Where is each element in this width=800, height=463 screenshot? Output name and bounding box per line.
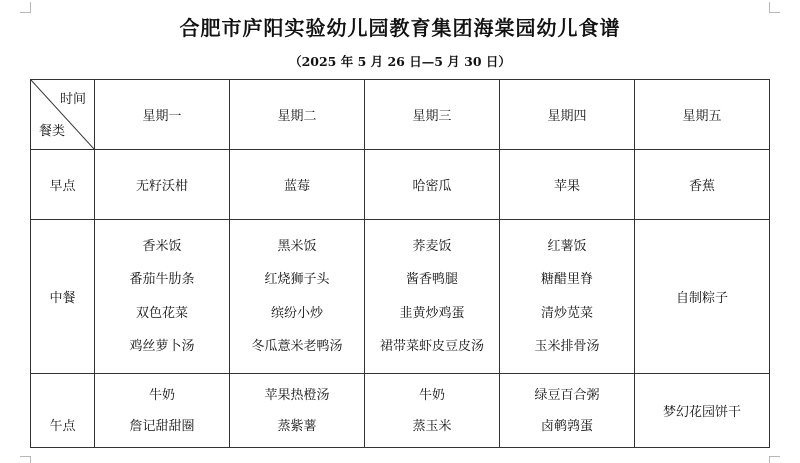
page-corner-mark [769, 456, 780, 463]
dish-cell [365, 220, 500, 374]
meal-label-lunch: 中餐 [31, 220, 95, 374]
dish: 绿豆百合粥 [534, 387, 600, 403]
dish: 玉米排骨汤 [534, 339, 600, 354]
meal-label-snack [31, 374, 95, 448]
dish: 哈密瓜 [412, 179, 452, 194]
dish-cell [635, 150, 770, 220]
day-header-wed: 星期三 [365, 80, 500, 150]
dish-cell [500, 374, 635, 448]
breakfast-row [31, 150, 770, 220]
dish: 蓝莓 [283, 179, 310, 194]
dish-cell [365, 374, 500, 448]
page-corner-mark [20, 456, 31, 463]
dish: 自制粽子 [675, 291, 728, 306]
dish: 红薯饭 [547, 238, 587, 254]
meal-label-breakfast: 早点 [31, 150, 95, 220]
dish: 詹记甜甜圈 [129, 418, 195, 434]
dish: 荞麦饭 [412, 238, 452, 254]
dish: 红烧狮子头 [264, 272, 330, 287]
corner-label-meal: 餐类 [39, 124, 66, 139]
dish: 牛奶 [148, 387, 175, 403]
dish: 蒸紫薯 [277, 418, 317, 434]
dish: 清炒苋菜 [540, 305, 593, 321]
dish: 双色花菜 [135, 305, 188, 321]
dish-cell [635, 220, 770, 374]
dish: 梦幻花园饼干 [662, 405, 741, 420]
dish: 无籽沃柑 [135, 179, 188, 194]
dish: 番茄牛肋条 [129, 272, 195, 287]
day-header-fri: 星期五 [635, 80, 770, 150]
lunch-row [31, 220, 770, 374]
dish: 糖醋里脊 [540, 272, 593, 287]
dish-cell [365, 150, 500, 220]
dish: 黑米饭 [277, 238, 317, 254]
dish: 裙带菜虾皮豆皮汤 [379, 339, 484, 354]
meal-label-snack-text: 午点 [49, 419, 76, 434]
dish: 苹果热橙汤 [264, 387, 330, 403]
page-title: 合肥市庐阳实验幼儿园教育集团海棠园幼儿食谱 [179, 16, 621, 40]
day-header-thu: 星期四 [500, 80, 635, 150]
dish-cell [230, 374, 365, 448]
dish: 牛奶 [418, 387, 445, 403]
dish: 鸡丝萝卜汤 [129, 339, 195, 354]
snack-row [31, 374, 770, 448]
dish: 酱香鸭腿 [405, 272, 458, 287]
dish-cell [635, 374, 770, 448]
dish-cell [230, 220, 365, 374]
day-header-tue: 星期二 [230, 80, 365, 150]
dish: 缤纷小炒 [270, 305, 323, 321]
day-header-mon: 星期一 [95, 80, 230, 150]
corner-cell [31, 80, 95, 150]
dish-cell [500, 150, 635, 220]
dish: 蒸玉米 [412, 418, 452, 434]
dish: 卤鹌鹑蛋 [540, 418, 593, 434]
corner-label-time: 时间 [59, 92, 86, 107]
dish-cell [95, 150, 230, 220]
menu-table [30, 79, 770, 448]
dish: 香米饭 [142, 238, 182, 254]
header-row [31, 80, 770, 150]
date-range: （2025 年 5 月 26 日—5 月 30 日） [289, 54, 511, 69]
dish: 苹果 [553, 179, 580, 194]
dish-cell [500, 220, 635, 374]
dish-cell [95, 374, 230, 448]
dish-cell [230, 150, 365, 220]
dish-cell [95, 220, 230, 374]
dish: 香蕉 [688, 179, 715, 194]
dish: 冬瓜薏米老鸭汤 [251, 339, 343, 354]
dish: 韭黄炒鸡蛋 [399, 305, 465, 321]
